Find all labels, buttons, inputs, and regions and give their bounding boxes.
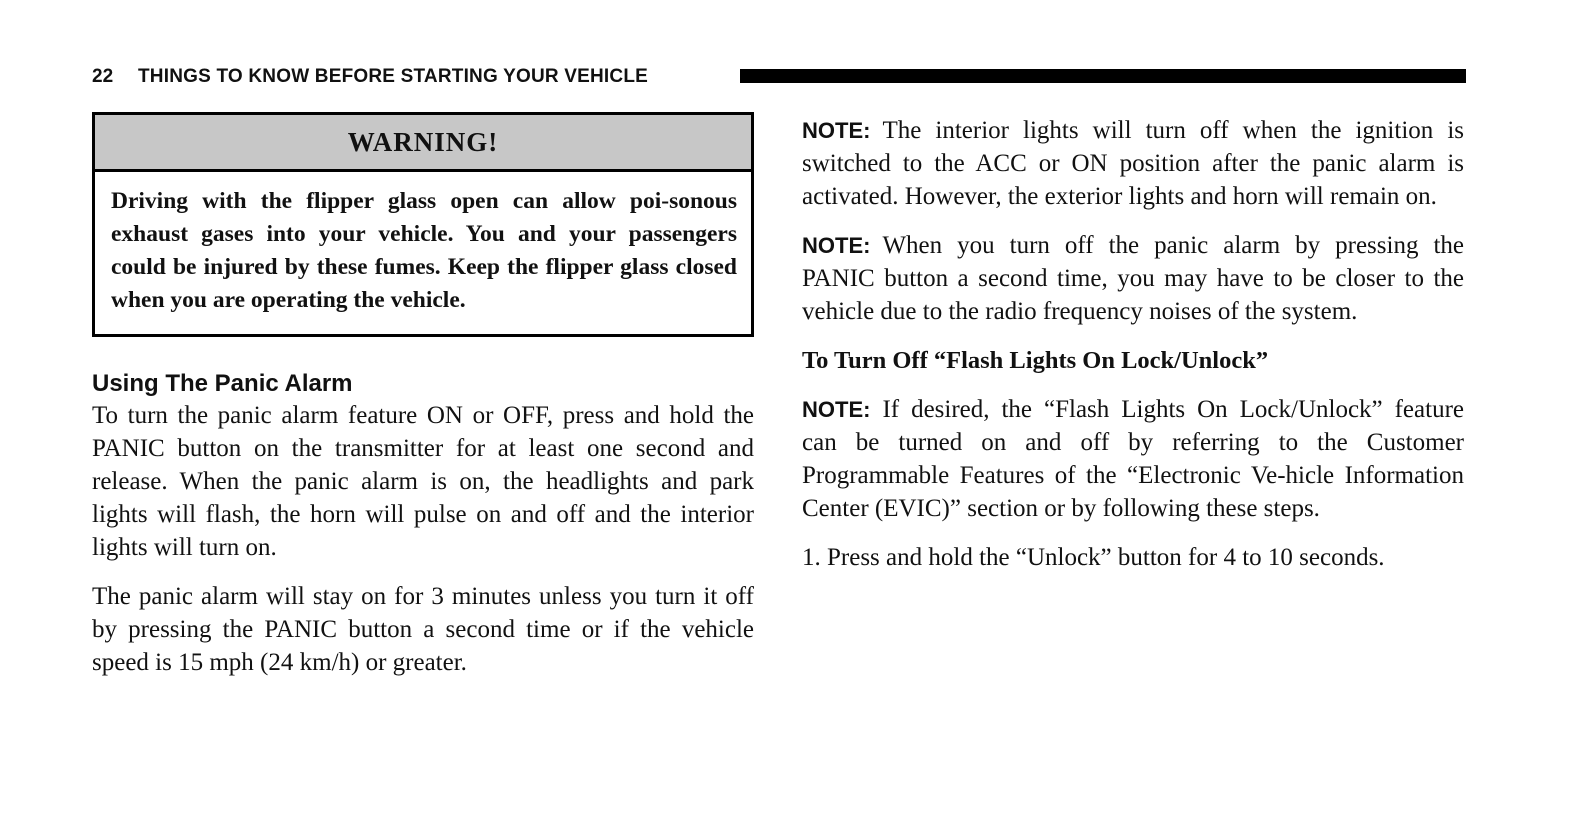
warning-title: WARNING! — [95, 115, 751, 172]
note-ignition — [802, 114, 1464, 213]
note-panic-off — [802, 229, 1464, 328]
note-text: If desired, the “Flash Lights On Lock/Unlock” feature can be turned on and off by referring to the Customer Programmable Features of the “Electronic Ve-hicle Information Center (EVIC)” section or by following these steps. — [802, 396, 1464, 522]
note-flash-lights — [802, 393, 1464, 525]
warning-box — [92, 112, 754, 337]
step-1: 1. Press and hold the “Unlock” button for 4 to 10 seconds. — [802, 544, 1385, 571]
panic-alarm-paragraph-2: The panic alarm will stay on for 3 minutes unless you turn it off by pressing the PANIC button a second time or if the vehicle speed is 15 mph (24 km/h) or greater. — [92, 583, 754, 676]
note-label: NOTE: — [802, 397, 871, 422]
chapter-title: THINGS TO KNOW BEFORE STARTING YOUR VEHICLE — [138, 66, 649, 87]
note-text: The interior lights will turn off when the ignition is switched to the ACC or ON position after the panic alarm is activated. However, the exterior lights and horn will remain on. — [802, 117, 1464, 210]
panic-alarm-heading: Using The Panic Alarm — [92, 370, 353, 397]
right-column — [802, 112, 1464, 574]
left-column — [92, 112, 754, 679]
note-text: When you turn off the panic alarm by pressing the PANIC button a second time, you may have to be closer to the vehicle due to the radio frequency noises of the system. — [802, 232, 1464, 325]
note-label: NOTE: — [802, 233, 871, 258]
page-number: 22 — [92, 66, 114, 87]
note-label: NOTE: — [802, 118, 871, 143]
page-header — [92, 66, 1466, 88]
flash-lights-heading: To Turn Off “Flash Lights On Lock/Unlock” — [802, 347, 1269, 374]
panic-alarm-paragraph-1: To turn the panic alarm feature ON or OFF, press and hold the PANIC button on the transmitter for at least one second and release. When the panic alarm is on, the headlights and park lights will flash, the horn will pulse on and off and the interior lights will turn on. — [92, 402, 754, 561]
warning-text: Driving with the flipper glass open can allow poi-sonous exhaust gases into your vehicle. You and your passengers could be injured by these fumes. Keep the flipper glass closed when you are operating the vehicle. — [111, 188, 737, 313]
header-rule — [740, 69, 1466, 83]
